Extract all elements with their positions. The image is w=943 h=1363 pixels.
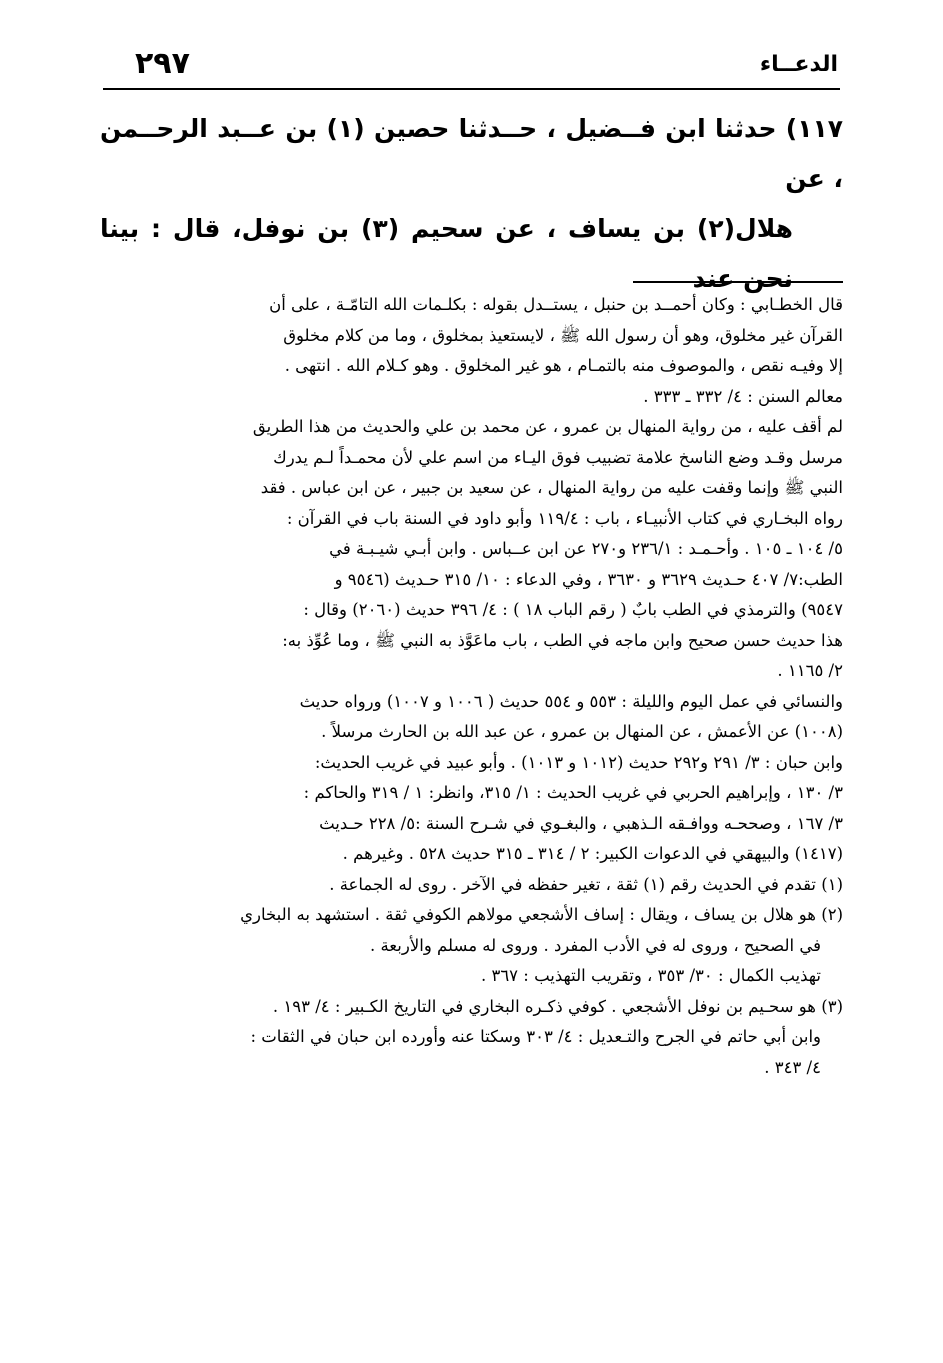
footnote-line: (١٠٠٨) عن الأعمش ، عن المنهال بن عمرو ، عن عبد الله بن الحارث مرسلاً .	[321, 722, 843, 741]
footnote-line: ٢/ ١١٦٥ .	[777, 661, 843, 680]
hadith-text	[100, 104, 843, 304]
footnote-2	[100, 900, 843, 992]
page-number: ٢٩٧	[135, 46, 190, 81]
hadith-line: هلال(٢) بن يساف ، عن سحيم (٣) بن نوفل، قال : بينا نحن عند	[100, 214, 794, 293]
footnote-line: وابن حبان : ٣/ ٢٩١ و٢٩٢ حديث (١٠١٢ و ١٠١٣) . وأبو عبيد في غريب الحديث:	[314, 752, 843, 772]
footnote-line: ٥/ ١٠٤ ـ ١٠٥ . وأحـمـد : ٢٣٦/١ و٢٧٠ عن ابن عــباس . وابن أبـي شيـبـة في	[329, 539, 843, 558]
hadith-line: ١١٧) حدثنا ابن فــضيل ، حــدثنا حصين (١) بن عــبد الرحــمن ، عن	[100, 114, 843, 193]
footnote-line: رواه البخـاري في كتاب الأنبيـاء ، باب : ١١٩/٤ وأبو داود في السنة باب في القرآن :	[286, 508, 843, 528]
footnote-line: والنسائي في عمل اليوم والليلة : ٥٥٣ و ٥٥٤ حديث ( ١٠٠٦ و ١٠٠٧) ورواه حديث	[299, 691, 843, 711]
running-head: الدعــاء	[759, 52, 838, 77]
footnote-line: معالم السنن : ٤/ ٣٣٢ ـ ٣٣٣ .	[643, 386, 843, 406]
footnote-line: ٤/ ٣٤٣ .	[764, 1057, 821, 1077]
footnote-line: تهذيب الكمال : ٣٠/ ٣٥٣ ، وتقريب التهذيب : ٣٦٧ .	[480, 966, 821, 985]
footnote-continuation	[100, 290, 843, 870]
footnote-line: (٣) هو سحـيم بن نوفل الأشجعي . كوفي ذكـره البخاري في التاريخ الكـبير : ٤/ ١٩٣ .	[272, 996, 843, 1016]
footnote-3	[100, 992, 843, 1084]
footnote-line: إلا وفيـه نقص ، والموصوف منه بالتمـام ، هو غير المخلوق . وهو كـلام الله . انتهى .	[284, 356, 843, 375]
footnote-line: هذا حديث حسن صحيح وابن ماجه في الطب ، باب ماعَوَّذ به النبي ﷺ ، وما عُوِّذ به:	[282, 630, 843, 650]
footnote-line: الطب:٧/ ٤٠٧ حـديث ٣٦٢٩ و ٣٦٣٠ ، وفي الدعاء : ١٠/ ٣١٥ حـديث (٩٥٤٦ و	[334, 569, 843, 589]
footnotes	[100, 290, 843, 1083]
footnote-line: ٣/ ١٦٧ ، وصححـه ووافـقه الـذهبي ، والبغـوي في شـرح السنة :٥/ ٢٢٨ حـديث	[319, 813, 843, 833]
footnote-line: لم أقف عليه ، من رواية المنهال بن عمرو ، عن محمد بن علي والحديث من هذا الطريق	[252, 417, 843, 436]
footnote-line: (١٤١٧) والبيهقي في الدعوات الكبير: ٢ / ٣١٤ ـ ٣١٥ حديث ٥٢٨ . وغيرهم .	[342, 844, 843, 863]
footnote-line: النبي ﷺ وإنما وقفت عليه من رواية المنهال ، عن سعيد بن جبير ، عن ابن عباس . فقد	[260, 478, 843, 497]
footnote-line: (٢) هو هلال بن يساف ، ويقال : إساف الأشجعي مولاهم الكوفي ثقة . استشهد به البخاري	[240, 905, 843, 924]
footnote-line: مرسل وقـد وضع الناسخ علامة تضبيب فوق اليـاء من اسم علي لأن محمـداً لـم يدرك	[273, 447, 843, 467]
footnote-line: وابن أبي حاتم في الجرح والتـعديل : ٤/ ٣٠٣ وسكتا عنه وأورده ابن حبان في الثقات :	[250, 1027, 821, 1046]
footnote-1	[100, 870, 843, 901]
footnote-line: ٩٥٤٧) والترمذي في الطب بابٌ ( رقم الباب ١٨ ) : ٤/ ٣٩٦ حديث (٢٠٦٠) وقال :	[303, 600, 843, 619]
footnote-line: في الصحيح ، وروى له في الأدب المفرد . وروى له مسلم والأربعة .	[369, 935, 821, 955]
footnote-separator	[633, 281, 843, 283]
footnote-line: قال الخطـابي : وكان أحمــد بن حنبل ، يستــدل بقوله : بكلـمات الله التامّـة ، على أن	[269, 295, 843, 314]
footnote-line: القرآن غير مخلوق، وهو أن رسول الله ﷺ ، لايستعيذ بمخلوق ، وما من كلام مخلوق	[283, 325, 843, 345]
footnote-line: (١) تقدم في الحديث رقم (١) ثقة ، تغير حفظه في الآخر . روى له الجماعة .	[329, 874, 843, 894]
footnote-line: ٣/ ١٣٠ ، وإبراهيم الحربي في غريب الحديث : ١/ ٣١٥، وانظر: ١ / ٣١٩ والحاكم :	[303, 783, 843, 802]
header-rule	[103, 88, 840, 90]
